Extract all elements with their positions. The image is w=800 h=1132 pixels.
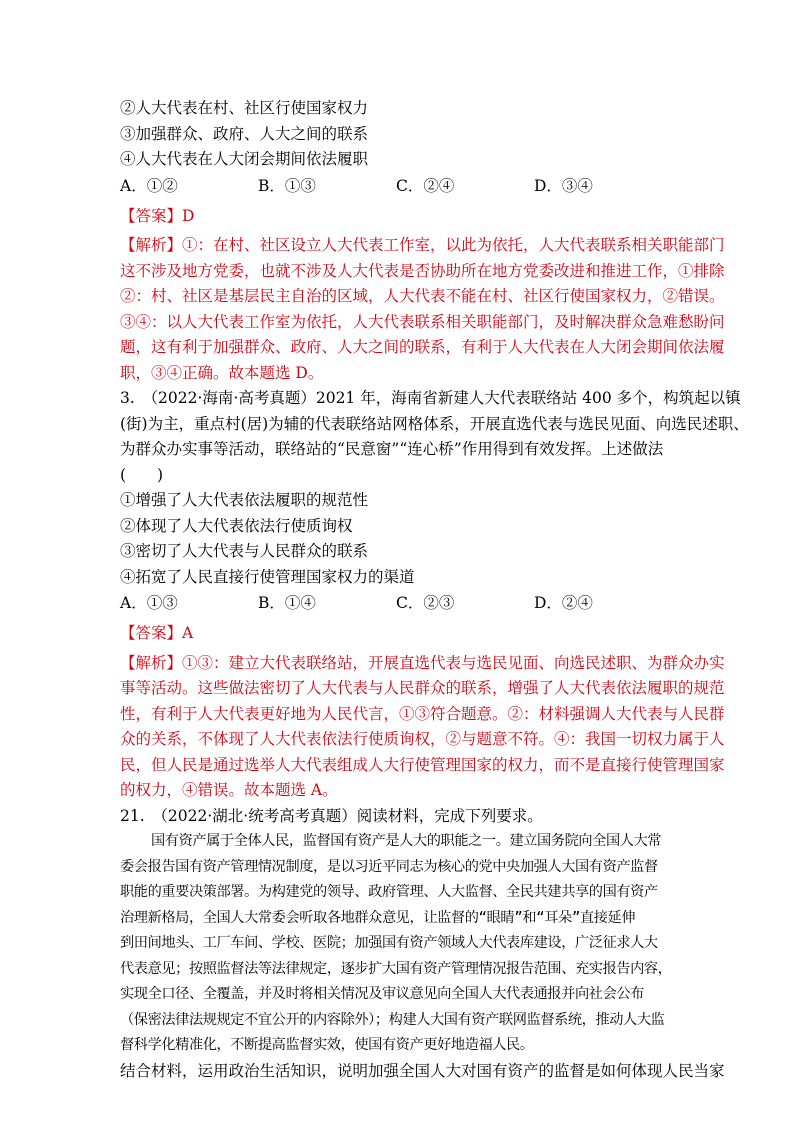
q3-analysis-line: 事等活动。这些做法密切了人大代表与人民群众的联系，增强了人大代表依法履职的规范 (120, 679, 725, 697)
q21-material-line: 代表意见；按照监督法等法律规定，逐步扩大国有资产管理情况报告范围、充实报告内容， (120, 960, 672, 977)
q2-option-b: B．①③ (258, 176, 316, 195)
q2-analysis-line: ③④：以人大代表工作室为依托，人大代表联系相关职能部门，及时解决群众急难愁盼问 (120, 312, 725, 331)
q3-analysis-line: 的权力，④错误。故本题选 A。 (120, 781, 338, 799)
document-page (120, 96, 749, 1084)
q3-stem-line: (街)为主，重点村(居)为辅的代表联络站网格体系，开展直选代表与选民见面、向选民述职、 (120, 414, 749, 433)
q2-analysis-line: 【解析】①：在村、社区设立人大代表工作室，以此为依托，人大代表联系相关职能部门 (120, 236, 725, 254)
q2-analysis-line: 这不涉及地方党委，也就不涉及人大代表是否协助所在地方党委改进和推进工作，①排除 (120, 261, 725, 280)
q3-option-b: B．①④ (258, 594, 316, 612)
q3-statement-2: ②体现了人大代表依法行使质询权 (120, 516, 353, 535)
q3-statement-1: ①增强了人大代表依法履职的规范性 (120, 491, 369, 509)
q3-analysis-line: 民，但人民是通过选举人大代表组成人大行使管理国家的权力，而不是直接行使管理国家 (120, 755, 725, 774)
q21-material-line: 委会报告国有资产管理情况制度，是以习近平同志为核心的党中央加强人大国有资产监督 (120, 858, 658, 875)
q2-analysis-line: ②：村、社区是基层民主自治的区域，人大代表不能在村、社区行使国家权力，②错误。 (120, 287, 725, 305)
q2-option-a: A．①② (120, 176, 178, 195)
q3-options (120, 590, 695, 617)
q2-statement-2: ②人大代表在村、社区行使国家权力 (120, 99, 369, 117)
q2-options (120, 173, 695, 200)
q3-analysis-line: 众的关系，不体现了人大代表依法行使质询权，②与题意不符。④：我国一切权力属于人 (120, 730, 725, 748)
q21-material-line: 督科学化精准化，不断提高监督实效，使国有资产更好地造福人民。 (120, 1037, 534, 1053)
q3-analysis-line: 性，有利于人大代表更好地为人民代言，①③符合题意。②：材料强调人大代表与人民群 (120, 704, 725, 723)
q2-statement-4: ④人大代表在人大闭会期间依法履职 (120, 150, 369, 168)
q21-material-line: 实现全口径、全覆盖，并及时将相关情况及审议意见向全国人大代表通报并向社会公布 (120, 986, 644, 1002)
q3-option-c: C．②③ (396, 594, 455, 612)
q21-material-line: 到田间地头、工厂车间、学校、医院；加强国有资产领域人大代表库建设，广泛征求人大 (120, 935, 658, 951)
q3-statement-3: ③密切了人大代表与人民群众的联系 (120, 542, 369, 560)
q2-answer: 【答案】D (120, 206, 195, 225)
q3-option-d: D．②④ (534, 594, 593, 612)
q2-option-c: C．②④ (396, 176, 455, 195)
q2-statement-3: ③加强群众、政府、人大之间的联系 (120, 124, 369, 143)
q3-analysis-line: 【解析】①③：建立大代表联络站，开展直选代表与选民见面、向选民述职、为群众办实 (120, 653, 725, 672)
q2-option-d: D．③④ (534, 176, 593, 195)
q2-analysis-line: 职，③④正确。故本题选 D。 (120, 363, 324, 382)
q21-question: 结合材料，运用政治生活知识，说明加强全国人大对国有资产的监督是如何体现人民当家 (120, 1061, 725, 1080)
q21-material-line: 国有资产属于全体人民，监督国有资产是人大的职能之一。建立国务院向全国人大常 (151, 833, 662, 849)
q3-answer-blank: ( ) (120, 465, 164, 484)
q3-statement-4: ④拓宽了人民直接行使管理国家权力的渠道 (120, 567, 415, 586)
q21-material-line: （保密法律法规规定不宜公开的内容除外）；构建人大国有资产联网监督系统，推动人大监 (120, 1011, 665, 1028)
q21-material-line: 职能的重要决策部署。为构建党的领导、政府管理、人大监督、全民共建共享的国有资产 (120, 884, 658, 900)
q21-stem: 21. （2022·湖北·统考高考真题）阅读材料，完成下列要求。 (120, 806, 543, 825)
q2-analysis-line: 题，这有利于加强群众、政府、人大之间的联系，有利于人大代表在人大闭会期间依法履 (120, 338, 725, 356)
q3-stem-line: 为群众办实事等活动，联络站的“民意窗”“连心桥”作用得到有效发挥。上述做法 (120, 440, 664, 458)
q3-answer: 【答案】A (120, 624, 194, 642)
q21-material-line: 治理新格局，全国人大常委会听取各地群众意见，让监督的“眼睛”和“耳朵”直接延伸 (120, 909, 636, 926)
q3-stem-line: 3. （2022·海南·高考真题）2021 年，海南省新建人大代表联络站 400 多个，构筑起以镇 (120, 389, 741, 407)
q3-option-a: A．①③ (120, 594, 178, 612)
